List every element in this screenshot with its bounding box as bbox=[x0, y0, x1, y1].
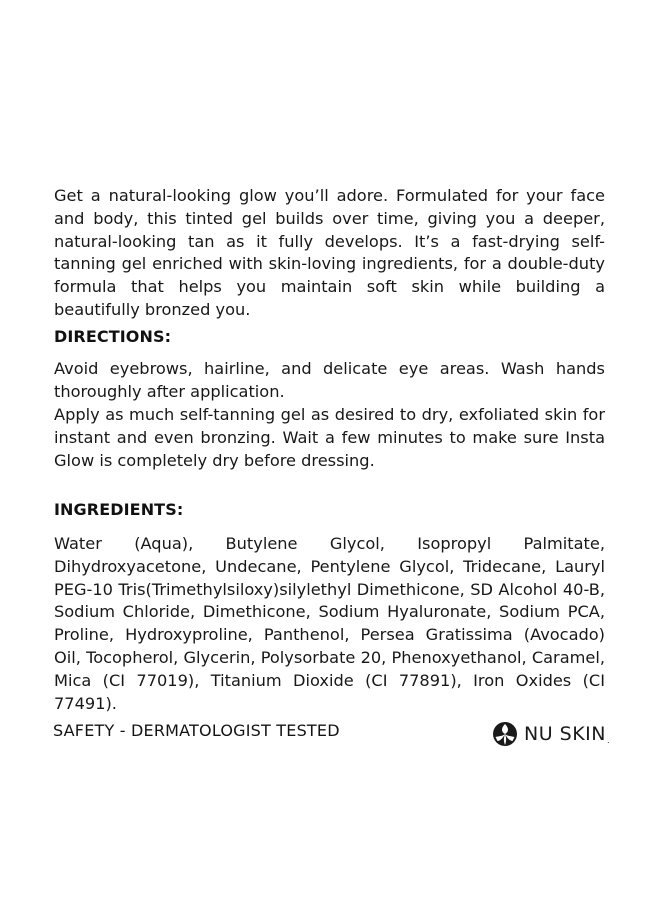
ingredients-list: Water (Aqua), Butylene Glycol, Isopropyl Palmitate, Dihydroxyacetone, Undecane, Pentylene Glycol, Tridecane, Lauryl PEG-10 Tris(Trimethylsiloxy)silylethyl Dimethicone, SD Alcohol 40-B, Sodium Chloride, Dimethicone, Sodium Hyaluronate, Sodium PCA, Proline, Hydroxyproline, Panthenol, Persea Gratissima (Avocado) Oil, Tocopherol, Glycerin, Polysorbate 20, Phenoxyethanol, Caramel, Mica (CI 77019), Titanium Dioxide (CI 77891), Iron Oxides (CI 77491). bbox=[54, 534, 605, 713]
ingredients-heading: INGREDIENTS: bbox=[54, 500, 184, 519]
nu-skin-logo-icon bbox=[492, 721, 518, 747]
directions-heading: DIRECTIONS: bbox=[54, 327, 172, 346]
product-description: Get a natural-looking glow you’ll adore. Formulated for your face and body, this tinted gel builds over time, giving you a deeper, natural-looking tan as it fully develops. It’s a fast-drying self-tanning gel enriched with skin-loving ingredients, for a double-duty formula that helps you maintain soft skin while building a beautifully bronzed you. bbox=[54, 186, 605, 319]
directions-text-1: Avoid eyebrows, hairline, and delicate eye areas. Wash hands thoroughly after application. bbox=[54, 359, 605, 401]
brand-logo bbox=[492, 719, 610, 749]
directions-text-2: Apply as much self-tanning gel as desired to dry, exfoliated skin for instant and even bronzing. Wait a few minutes to make sure Insta Glow is completely dry before dressing. bbox=[54, 405, 605, 470]
brand-name: NU SKIN bbox=[524, 723, 606, 745]
safety-statement: SAFETY - DERMATOLOGIST TESTED bbox=[53, 721, 340, 740]
brand-mark: . bbox=[607, 736, 610, 745]
